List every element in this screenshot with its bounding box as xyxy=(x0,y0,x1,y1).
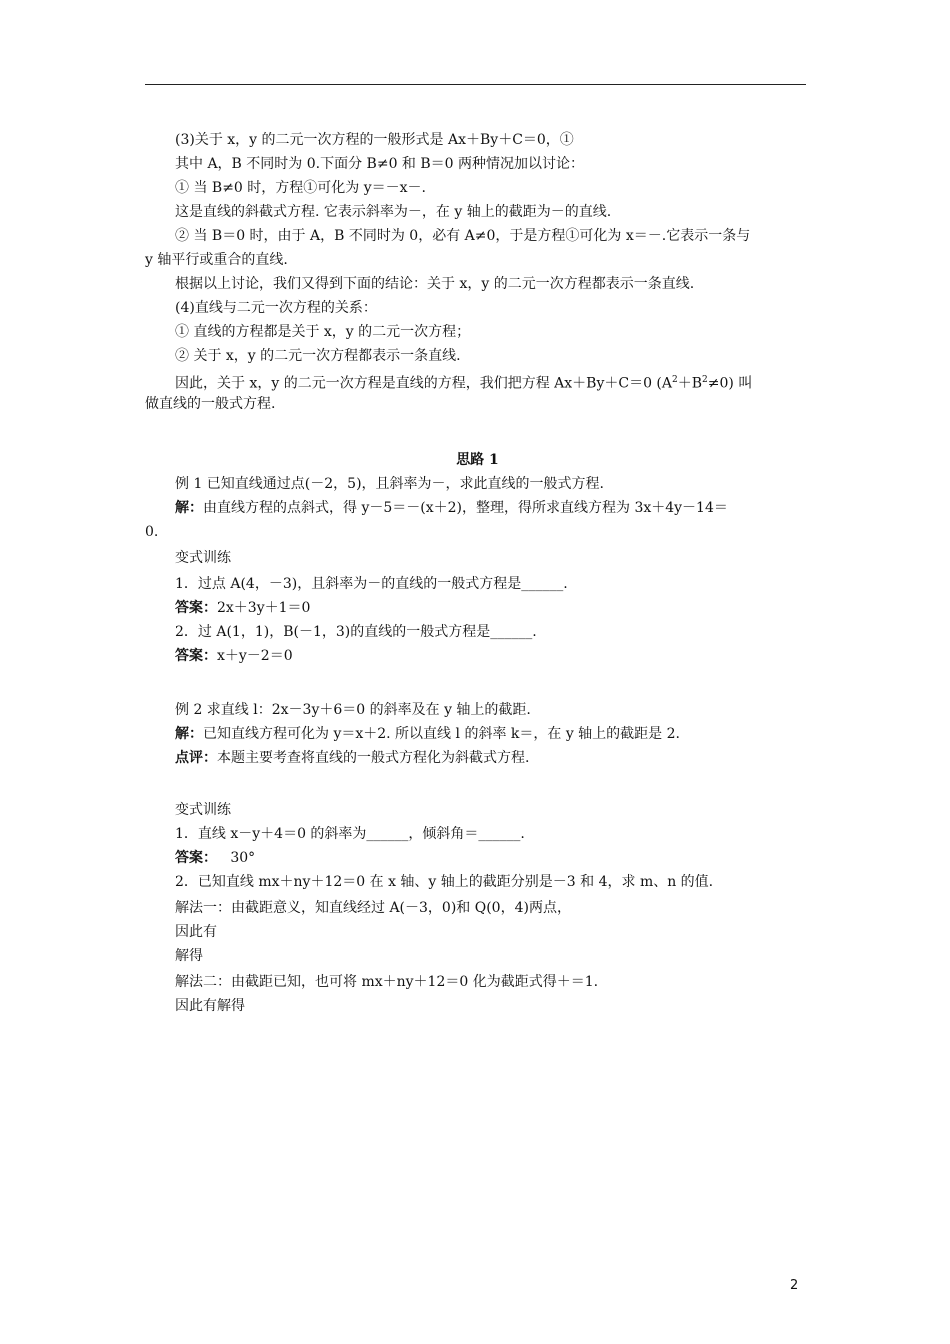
solution-label: 解： xyxy=(175,726,203,742)
text-line xyxy=(175,746,529,770)
section-heading: 思路 1 xyxy=(456,452,499,468)
text-line: 0. xyxy=(145,524,159,540)
text-line: 解法一：由截距意义，知直线经过 A(－3，0)和 Q(0，4)两点， xyxy=(175,900,571,916)
text-line: 根据以上讨论，我们又得到下面的结论：关于 x，y 的二元一次方程都表示一条直线. xyxy=(175,276,695,292)
superscript: 2 xyxy=(672,375,678,385)
header-rule xyxy=(145,84,806,85)
text-line: ② 当 B＝0 时，由于 A，B 不同时为 0，必有 A≠0，于是方程①可化为 x＝－.它表示一条与 xyxy=(175,228,751,244)
text-span: 30° xyxy=(217,850,256,866)
text-line: 因此有解得 xyxy=(175,998,245,1014)
text-line: (3)关于 x，y 的二元一次方程的一般形式是 Ax＋By＋C＝0，① xyxy=(175,132,574,148)
solution-label: 解： xyxy=(175,500,203,516)
text-line: 例 2 求直线 l：2x－3y＋6＝0 的斜率及在 y 轴上的截距. xyxy=(175,702,531,718)
text-line: 2．过 A(1，1)，B(－1，3)的直线的一般式方程是______. xyxy=(175,624,537,640)
comment-label: 点评： xyxy=(175,750,217,766)
text-line xyxy=(175,596,310,620)
text-span: ≠0) 叫 xyxy=(707,375,753,392)
text-line: 因此有 xyxy=(175,924,217,940)
text-line xyxy=(175,722,680,746)
text-line: 例 1 已知直线通过点(－2，5)，且斜率为－，求此直线的一般式方程. xyxy=(175,476,604,492)
text-line: ① 直线的方程都是关于 x，y 的二元一次方程； xyxy=(175,324,471,340)
text-span: 因此，关于 x，y 的二元一次方程是直线的方程，我们把方程 Ax＋By＋C＝0 (A xyxy=(175,375,672,392)
text-line: 1．直线 x－y＋4＝0 的斜率为______，倾斜角＝______. xyxy=(175,826,525,842)
text-line: (4)直线与二元一次方程的关系： xyxy=(175,300,377,316)
superscript: 2 xyxy=(702,375,708,385)
text-line: 这是直线的斜截式方程. 它表示斜率为－，在 y 轴上的截距为－的直线. xyxy=(175,204,612,220)
text-line: 2．已知直线 mx＋ny＋12＝0 在 x 轴、y 轴上的截距分别是－3 和 4，求 m、n 的值. xyxy=(175,874,714,890)
page-number: 2 xyxy=(790,1278,799,1293)
text-span: 2x＋3y＋1＝0 xyxy=(217,600,311,616)
text-line: 变式训练 xyxy=(175,550,231,566)
text-line: 其中 A，B 不同时为 0.下面分 B≠0 和 B＝0 两种情况加以讨论： xyxy=(175,156,585,172)
answer-label: 答案： xyxy=(175,850,217,866)
text-line xyxy=(175,846,255,870)
text-line xyxy=(175,496,728,520)
answer-label: 答案： xyxy=(175,600,217,616)
text-line: 1．过点 A(4，－3)，且斜率为－的直线的一般式方程是______. xyxy=(175,576,568,592)
text-span: x＋y－2＝0 xyxy=(217,648,293,664)
text-line: ② 关于 x，y 的二元一次方程都表示一条直线. xyxy=(175,348,461,364)
text-span: ＋B xyxy=(677,375,703,392)
answer-label: 答案： xyxy=(175,648,217,664)
text-line: 变式训练 xyxy=(175,802,231,818)
text-line: ① 当 B≠0 时，方程①可化为 y＝－x－. xyxy=(175,180,426,196)
text-line: 解法二：由截距已知，也可将 mx＋ny＋12＝0 化为截距式得＋＝1. xyxy=(175,974,599,990)
text-line xyxy=(175,644,293,668)
text-line: 解得 xyxy=(175,948,203,964)
text-line: 做直线的一般式方程. xyxy=(145,396,276,412)
text-line: y 轴平行或重合的直线. xyxy=(145,252,288,268)
text-span: 已知直线方程可化为 y＝x＋2. 所以直线 l 的斜率 k＝，在 y 轴上的截距是 2. xyxy=(203,726,680,742)
text-span: 由直线方程的点斜式，得 y－5＝－(x＋2)，整理，得所求直线方程为 3x＋4y－14＝ xyxy=(203,500,728,516)
text-span: 本题主要考查将直线的一般式方程化为斜截式方程. xyxy=(217,750,530,766)
